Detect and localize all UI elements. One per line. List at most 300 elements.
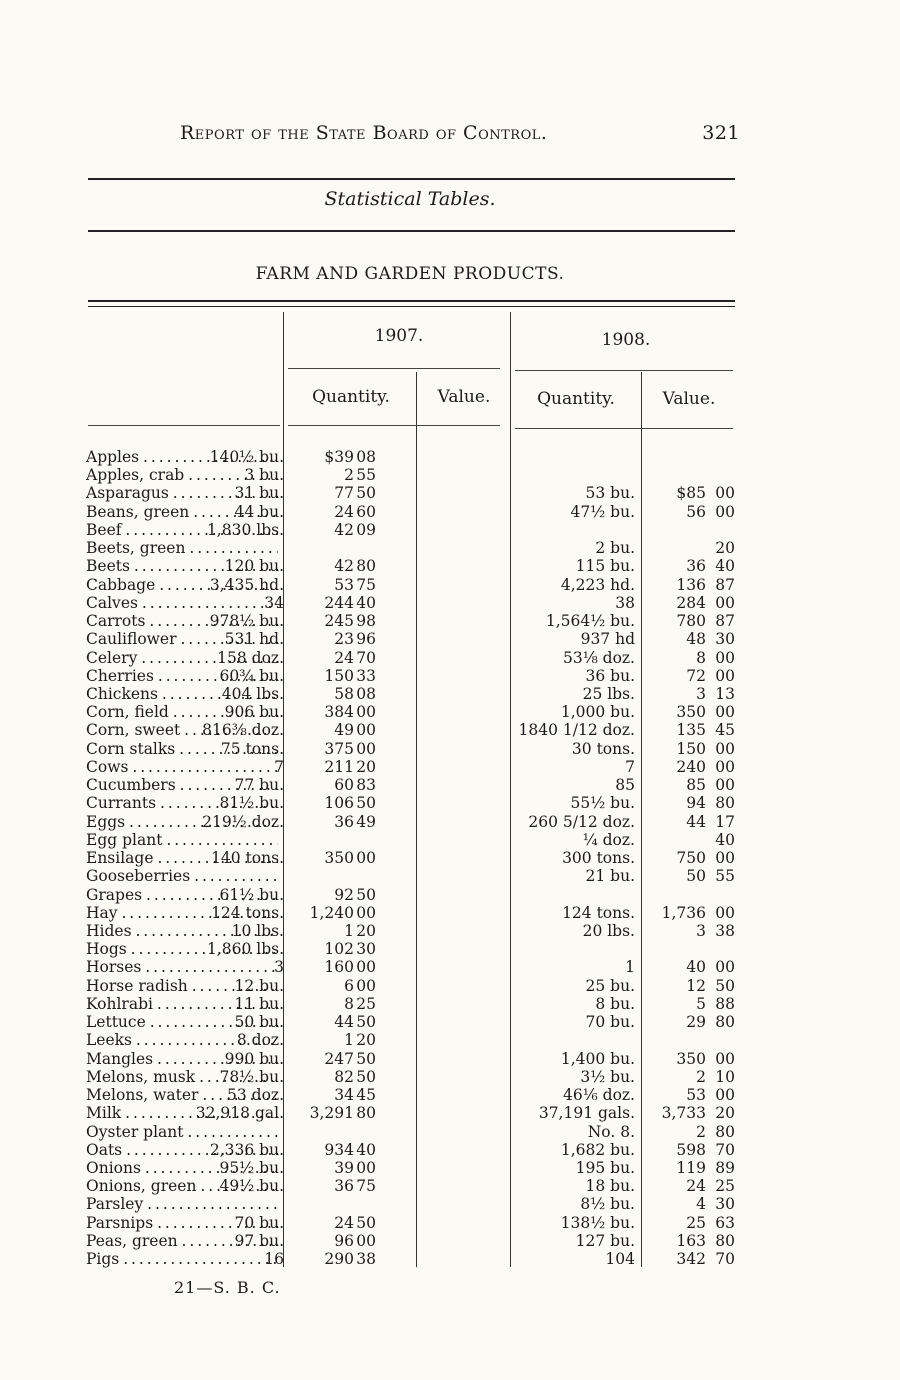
quantity-1907: 219½ doz. <box>202 812 284 831</box>
value-1908-dollars: 3 <box>696 684 706 703</box>
value-1907-dollars: 102 <box>324 940 354 959</box>
subheading: Statistical Tables. <box>324 188 496 210</box>
signature-mark: 21—S. B. C. <box>174 1278 281 1297</box>
value-1908-cents: 63 <box>715 1213 735 1232</box>
quantity-1908: 47½ bu. <box>570 502 635 521</box>
quantity-1908: 195 bu. <box>575 1158 635 1177</box>
value-1908-cents: 30 <box>715 1195 735 1214</box>
row-label: Pigs . . . <box>86 1250 278 1268</box>
value-1907-dollars: 24 <box>334 648 354 667</box>
quantity-1907: 1,830 lbs. <box>206 520 284 539</box>
value-1907-cents: 50 <box>356 1049 376 1068</box>
row-label: Milk . . . <box>86 1104 278 1122</box>
value-1907-dollars: 34 <box>334 1086 354 1105</box>
row-label: Hay . . . <box>86 904 278 922</box>
value-1907-dollars: 24 <box>334 502 354 521</box>
value-1908-cents: 00 <box>715 703 735 722</box>
value-1908-dollars: $85 <box>676 484 706 503</box>
quantity-1908: 104 <box>605 1250 635 1269</box>
quantity-1908: 53 bu. <box>585 484 635 503</box>
row-label: Cabbage . . . <box>86 576 278 594</box>
value-1908-cents: 00 <box>715 776 735 795</box>
value-1908-cents: 10 <box>715 1067 735 1086</box>
value-1908-cents: 89 <box>715 1158 735 1177</box>
quantity-1908-header: Quantity. <box>537 389 615 409</box>
value-1908-dollars: 119 <box>676 1158 706 1177</box>
table-row <box>86 484 738 502</box>
row-label: Chickens . . . <box>86 685 278 703</box>
value-1907-dollars: 1 <box>344 1031 354 1050</box>
table-row <box>86 1086 738 1104</box>
quantity-1907: 906 bu. <box>224 703 284 722</box>
value-1908-dollars: 8 <box>696 648 706 667</box>
value-1907-cents: 50 <box>356 885 376 904</box>
value-1908-cents: 45 <box>715 721 735 740</box>
value-1908-cents: 40 <box>715 830 735 849</box>
value-1907-dollars: 350 <box>324 849 354 868</box>
table-row <box>86 703 738 721</box>
quantity-1908: 37,191 gals. <box>538 1104 635 1123</box>
quantity-1908: ¼ doz. <box>582 830 635 849</box>
table-row <box>86 831 738 849</box>
quantity-1908: 1,000 bu. <box>560 703 635 722</box>
value-1907-cents: 55 <box>356 466 376 485</box>
value-1907-cents: 00 <box>356 721 376 740</box>
value-1907-dollars: 96 <box>334 1231 354 1250</box>
quantity-1907: 34 <box>264 593 284 612</box>
row-label: Oyster plant . . . <box>86 1123 278 1141</box>
quantity-1908: 1,400 bu. <box>560 1049 635 1068</box>
top-rule <box>88 178 735 180</box>
value-1907-cents: 33 <box>356 666 376 685</box>
value-1908-cents: 70 <box>715 1140 735 1159</box>
quantity-1908: 36 bu. <box>585 666 635 685</box>
quantity-1908: 25 bu. <box>585 976 635 995</box>
value-1908-dollars: 2 <box>696 1067 706 1086</box>
value-1907-dollars: 375 <box>324 739 354 758</box>
value-1907-dollars: 384 <box>324 703 354 722</box>
value-1907-cents: 60 <box>356 502 376 521</box>
table-row <box>86 1104 738 1122</box>
value-1908-dollars: 50 <box>686 867 706 886</box>
quantity-1907: 158 doz. <box>217 648 284 667</box>
quantity-1907: 32,918 gal. <box>195 1104 284 1123</box>
quantity-1908: 21 bu. <box>585 867 635 886</box>
table-row <box>86 867 738 885</box>
value-1908-dollars: 284 <box>676 593 706 612</box>
value-1908-dollars: 163 <box>676 1231 706 1250</box>
value-1908-dollars: 342 <box>676 1250 706 1269</box>
value-1907-cents: 00 <box>356 958 376 977</box>
quantity-1908: 8 bu. <box>595 994 635 1013</box>
value-1908-dollars: 135 <box>676 721 706 740</box>
value-1907-dollars: 245 <box>324 612 354 631</box>
value-1908-dollars: 40 <box>686 958 706 977</box>
table-row <box>86 922 738 940</box>
row-label: Ensilage . . . <box>86 849 278 867</box>
table-row <box>86 1195 738 1213</box>
value-1907-cents: 00 <box>356 976 376 995</box>
table-row <box>86 886 738 904</box>
value-1908-cents: 87 <box>715 575 735 594</box>
value-1907-dollars: 77 <box>334 484 354 503</box>
value-1907-dollars: 82 <box>334 1067 354 1086</box>
row-label: Beets, green . . . <box>86 539 278 557</box>
table-row <box>86 612 738 630</box>
1908-head-underline <box>515 428 733 429</box>
value-1908-cents: 25 <box>715 1177 735 1196</box>
row-label: Cherries . . . <box>86 667 278 685</box>
quantity-1907: 70 bu. <box>234 1213 284 1232</box>
running-title: Report of the State Board of Control. <box>180 122 548 144</box>
table-row <box>86 685 738 703</box>
row-label: Celery . . . <box>86 649 278 667</box>
value-1907-dollars: 6 <box>344 976 354 995</box>
value-1908-cents: 55 <box>715 867 735 886</box>
quantity-1907: 990 bu. <box>224 1049 284 1068</box>
quantity-1907: 11 bu. <box>234 994 284 1013</box>
quantity-1907: 816⅜ doz. <box>202 721 284 740</box>
value-1908-dollars: 56 <box>686 502 706 521</box>
quantity-1907-header: Quantity. <box>312 387 390 407</box>
quantity-1908: 25 lbs. <box>582 684 635 703</box>
table-row <box>86 1232 738 1250</box>
quantity-1907: 44 bu. <box>234 502 284 521</box>
row-label: Gooseberries . . . <box>86 867 278 885</box>
value-1907-dollars: 934 <box>324 1140 354 1159</box>
value-1908-dollars: 780 <box>676 612 706 631</box>
value-1908-dollars: 136 <box>676 575 706 594</box>
value-1907-dollars: 1,240 <box>309 903 354 922</box>
value-1907-cents: 25 <box>356 994 376 1013</box>
row-label: Mangles . . . <box>86 1050 278 1068</box>
year-1907-underline <box>288 368 500 369</box>
table-row <box>86 1159 738 1177</box>
table-row <box>86 1013 738 1031</box>
table-row <box>86 521 738 539</box>
value-1908-dollars: 25 <box>686 1213 706 1232</box>
quantity-1907: 50 bu. <box>234 1013 284 1032</box>
value-1908-dollars: 48 <box>686 630 706 649</box>
quantity-1908: 260 5/12 doz. <box>528 812 635 831</box>
value-1908-dollars: 36 <box>686 557 706 576</box>
value-1907-cents: 30 <box>356 940 376 959</box>
table-row <box>86 813 738 831</box>
value-1907-dollars: $39 <box>324 448 354 466</box>
value-1908-dollars: 750 <box>676 849 706 868</box>
value-1907-cents: 00 <box>356 849 376 868</box>
row-label: Apples, crab . . . <box>86 466 278 484</box>
row-label: Corn stalks . . . <box>86 740 278 758</box>
table-row <box>86 1123 738 1141</box>
value-1907-dollars: 3,291 <box>309 1104 354 1123</box>
quantity-1907: 7 <box>274 757 284 776</box>
quantity-1907: 1,860 lbs. <box>206 940 284 959</box>
value-1908-dollars: 94 <box>686 794 706 813</box>
table-row <box>86 1068 738 1086</box>
value-1908-cents: 20 <box>715 1104 735 1123</box>
value-1908-dollars: 12 <box>686 976 706 995</box>
value-1907-cents: 50 <box>356 1067 376 1086</box>
row-label: Cucumbers . . . <box>86 776 278 794</box>
table-title: FARM AND GARDEN PRODUCTS. <box>255 264 565 284</box>
value-1908-cents: 00 <box>715 958 735 977</box>
value-1908-cents: 88 <box>715 994 735 1013</box>
row-label: Oats . . . <box>86 1141 278 1159</box>
quantity-1908: 124 tons. <box>562 903 635 922</box>
table-row <box>86 721 738 739</box>
value-1907-dollars: 44 <box>334 1013 354 1032</box>
value-1908-cents: 80 <box>715 1013 735 1032</box>
quantity-1907: 61½ bu. <box>219 885 284 904</box>
row-label: Eggs . . . <box>86 813 278 831</box>
quantity-1907: 95½ bu. <box>219 1158 284 1177</box>
table-row <box>86 649 738 667</box>
value-1907-cents: 08 <box>356 684 376 703</box>
value-1907-dollars: 39 <box>334 1158 354 1177</box>
row-label: Horse radish . . . <box>86 977 278 995</box>
row-label: Cauliflower . . . <box>86 630 278 648</box>
quantity-1908: 7 <box>625 757 635 776</box>
value-1907-dollars: 36 <box>334 1177 354 1196</box>
value-1908-dollars: 350 <box>676 703 706 722</box>
table-row <box>86 904 738 922</box>
value-1907-cents: 08 <box>356 448 376 466</box>
table-row <box>86 940 738 958</box>
table-top-rule-2 <box>88 306 735 307</box>
quantity-1907: 124 tons. <box>211 903 284 922</box>
table-row <box>86 539 738 557</box>
quantity-1908: 18 bu. <box>585 1177 635 1196</box>
row-label: Beets . . . <box>86 557 278 575</box>
quantity-1908: 937 hd <box>580 630 635 649</box>
value-1907-cents: 49 <box>356 812 376 831</box>
value-1908-cents: 00 <box>715 484 735 503</box>
year-1908-underline <box>515 370 733 371</box>
value-1907-dollars: 36 <box>334 812 354 831</box>
value-1908-cents: 00 <box>715 593 735 612</box>
quantity-1908: 38 <box>615 593 635 612</box>
quantity-1908: 55½ bu. <box>570 794 635 813</box>
quantity-1907: 978½ bu. <box>209 612 284 631</box>
value-1908-cents: 38 <box>715 921 735 940</box>
quantity-1907: 8 doz. <box>236 1031 284 1050</box>
value-1907-cents: 00 <box>356 739 376 758</box>
value-1908-cents: 80 <box>715 1122 735 1141</box>
row-label: Melons, musk . . . <box>86 1068 278 1086</box>
value-1908-cents: 40 <box>715 557 735 576</box>
quantity-1907: 10 lbs. <box>231 921 284 940</box>
quantity-1907: 140 tons. <box>211 849 284 868</box>
value-1908-cents: 00 <box>715 666 735 685</box>
value-1908-cents: 50 <box>715 976 735 995</box>
quantity-1907: 140½ bu. <box>209 448 284 466</box>
label-head-underline <box>88 425 280 426</box>
value-1907-dollars: 49 <box>334 721 354 740</box>
value-1907-dollars: 92 <box>334 885 354 904</box>
value-1907-cents: 96 <box>356 630 376 649</box>
value-1908-dollars: 85 <box>686 776 706 795</box>
value-1908-dollars: 350 <box>676 1049 706 1068</box>
quantity-1907: 75 tons. <box>220 739 284 758</box>
row-label: Grapes . . . <box>86 886 278 904</box>
table-row <box>86 667 738 685</box>
value-1908-cents: 13 <box>715 684 735 703</box>
quantity-1908: 85 <box>615 776 635 795</box>
table-row <box>86 1177 738 1195</box>
quantity-1907: 3 bu. <box>244 466 284 485</box>
value-1907-cents: 00 <box>356 903 376 922</box>
quantity-1907: 78½ bu. <box>219 1067 284 1086</box>
value-1908-dollars: 72 <box>686 666 706 685</box>
table-row <box>86 630 738 648</box>
value-1907-dollars: 1 <box>344 921 354 940</box>
page-number: 321 <box>702 122 740 144</box>
value-1907-cents: 98 <box>356 612 376 631</box>
value-1907-dollars: 60 <box>334 776 354 795</box>
quantity-1907: 3,435 hd. <box>209 575 284 594</box>
row-label: Hides . . . <box>86 922 278 940</box>
value-1908-dollars: 5 <box>696 994 706 1013</box>
value-1908-dollars: 2 <box>696 1122 706 1141</box>
row-label: Asparagus . . . <box>86 484 278 502</box>
quantity-1907: 53 doz. <box>227 1086 284 1105</box>
value-1907-cents: 00 <box>356 703 376 722</box>
value-1908-cents: 17 <box>715 812 735 831</box>
value-1908-dollars: 44 <box>686 812 706 831</box>
subheading-rule <box>88 230 735 232</box>
value-1907-header: Value. <box>437 387 491 407</box>
quantity-1908: 1,682 bu. <box>560 1140 635 1159</box>
quantity-1908: 20 lbs. <box>582 921 635 940</box>
value-1907-cents: 75 <box>356 1177 376 1196</box>
value-1907-dollars: 58 <box>334 684 354 703</box>
value-1907-cents: 00 <box>356 1158 376 1177</box>
running-head <box>180 122 740 144</box>
row-label: Beans, green . . . <box>86 503 278 521</box>
value-1908-cents: 00 <box>715 903 735 922</box>
row-label: Hogs . . . <box>86 940 278 958</box>
row-label: Corn, sweet . . . <box>86 721 278 739</box>
value-1907-cents: 83 <box>356 776 376 795</box>
quantity-1908: 70 bu. <box>585 1013 635 1032</box>
quantity-1907: 3 <box>274 958 284 977</box>
table-row <box>86 977 738 995</box>
value-1908-dollars: 240 <box>676 757 706 776</box>
quantity-1907: 404 lbs. <box>221 684 284 703</box>
value-1908-dollars: 150 <box>676 739 706 758</box>
table-row <box>86 557 738 575</box>
value-1908-dollars: 3 <box>696 921 706 940</box>
table-row <box>86 466 738 484</box>
value-1908-cents: 70 <box>715 1250 735 1269</box>
1907-head-underline <box>288 425 500 426</box>
quantity-1907: 16 <box>264 1250 284 1269</box>
quantity-1908: 1840 1/12 doz. <box>518 721 635 740</box>
value-1908-cents: 00 <box>715 1049 735 1068</box>
quantity-1908: 30 tons. <box>571 739 635 758</box>
table-row <box>86 758 738 776</box>
value-1907-cents: 75 <box>356 575 376 594</box>
table-row <box>86 794 738 812</box>
value-1908-cents: 87 <box>715 612 735 631</box>
row-label: Peas, green . . . <box>86 1232 278 1250</box>
quantity-1908: 127 bu. <box>575 1231 635 1250</box>
quantity-1908: 2 bu. <box>595 539 635 558</box>
value-1908-cents: 00 <box>715 849 735 868</box>
table-row <box>86 1214 738 1232</box>
row-label: Onions . . . <box>86 1159 278 1177</box>
value-1907-cents: 80 <box>356 1104 376 1123</box>
quantity-1907: 49½ bu. <box>219 1177 284 1196</box>
value-1907-dollars: 23 <box>334 630 354 649</box>
value-1907-dollars: 42 <box>334 557 354 576</box>
value-1908-dollars: 598 <box>676 1140 706 1159</box>
value-1908-cents: 30 <box>715 630 735 649</box>
quantity-1908: 138½ bu. <box>560 1213 635 1232</box>
value-1908-dollars: 53 <box>686 1086 706 1105</box>
value-1908-cents: 80 <box>715 1231 735 1250</box>
quantity-1907: 12 bu. <box>234 976 284 995</box>
table-row <box>86 1050 738 1068</box>
value-1907-dollars: 2 <box>344 466 354 485</box>
value-1907-dollars: 211 <box>324 757 354 776</box>
quantity-1908: No. 8. <box>587 1122 635 1141</box>
value-1907-cents: 70 <box>356 648 376 667</box>
year-1907-header: 1907. <box>374 326 424 346</box>
value-1908-cents: 00 <box>715 502 735 521</box>
row-label: Apples . . . <box>86 448 278 466</box>
value-1907-dollars: 106 <box>324 794 354 813</box>
quantity-1908: 3½ bu. <box>580 1067 635 1086</box>
value-1908-cents: 20 <box>715 539 735 558</box>
value-1907-dollars: 42 <box>334 520 354 539</box>
value-1907-dollars: 247 <box>324 1049 354 1068</box>
value-1907-cents: 50 <box>356 1213 376 1232</box>
year-1908-header: 1908. <box>601 330 651 350</box>
quantity-1908: 4,223 hd. <box>560 575 635 594</box>
row-label: Egg plant . . . <box>86 831 278 849</box>
value-1907-cents: 20 <box>356 1031 376 1050</box>
value-1908-dollars: 1,736 <box>661 903 706 922</box>
row-label: Carrots . . . <box>86 612 278 630</box>
row-label: Calves . . . <box>86 594 278 612</box>
table-top-rule-1 <box>88 300 735 302</box>
row-label: Onions, green . . . <box>86 1177 278 1195</box>
value-1907-cents: 40 <box>356 1140 376 1159</box>
value-1908-cents: 00 <box>715 1086 735 1105</box>
row-label: Parsnips . . . <box>86 1214 278 1232</box>
value-1907-dollars: 150 <box>324 666 354 685</box>
row-label: Melons, water . . . <box>86 1086 278 1104</box>
row-label: Parsley . . . <box>86 1195 278 1213</box>
row-label: Leeks . . . <box>86 1031 278 1049</box>
value-1907-dollars: 24 <box>334 1213 354 1232</box>
value-1908-cents: 80 <box>715 794 735 813</box>
value-1907-dollars: 290 <box>324 1250 354 1269</box>
row-label: Horses . . . <box>86 958 278 976</box>
table-row <box>86 958 738 976</box>
value-1908-dollars: 3,733 <box>661 1104 706 1123</box>
quantity-1907: 2,336 bu. <box>209 1140 284 1159</box>
value-1908-cents: 00 <box>715 739 735 758</box>
row-label: Currants . . . <box>86 794 278 812</box>
value-1907-cents: 80 <box>356 557 376 576</box>
row-label: Kohlrabi . . . <box>86 995 278 1013</box>
quantity-1908: 46⅙ doz. <box>562 1086 635 1105</box>
value-1907-cents: 09 <box>356 520 376 539</box>
table-row <box>86 503 738 521</box>
